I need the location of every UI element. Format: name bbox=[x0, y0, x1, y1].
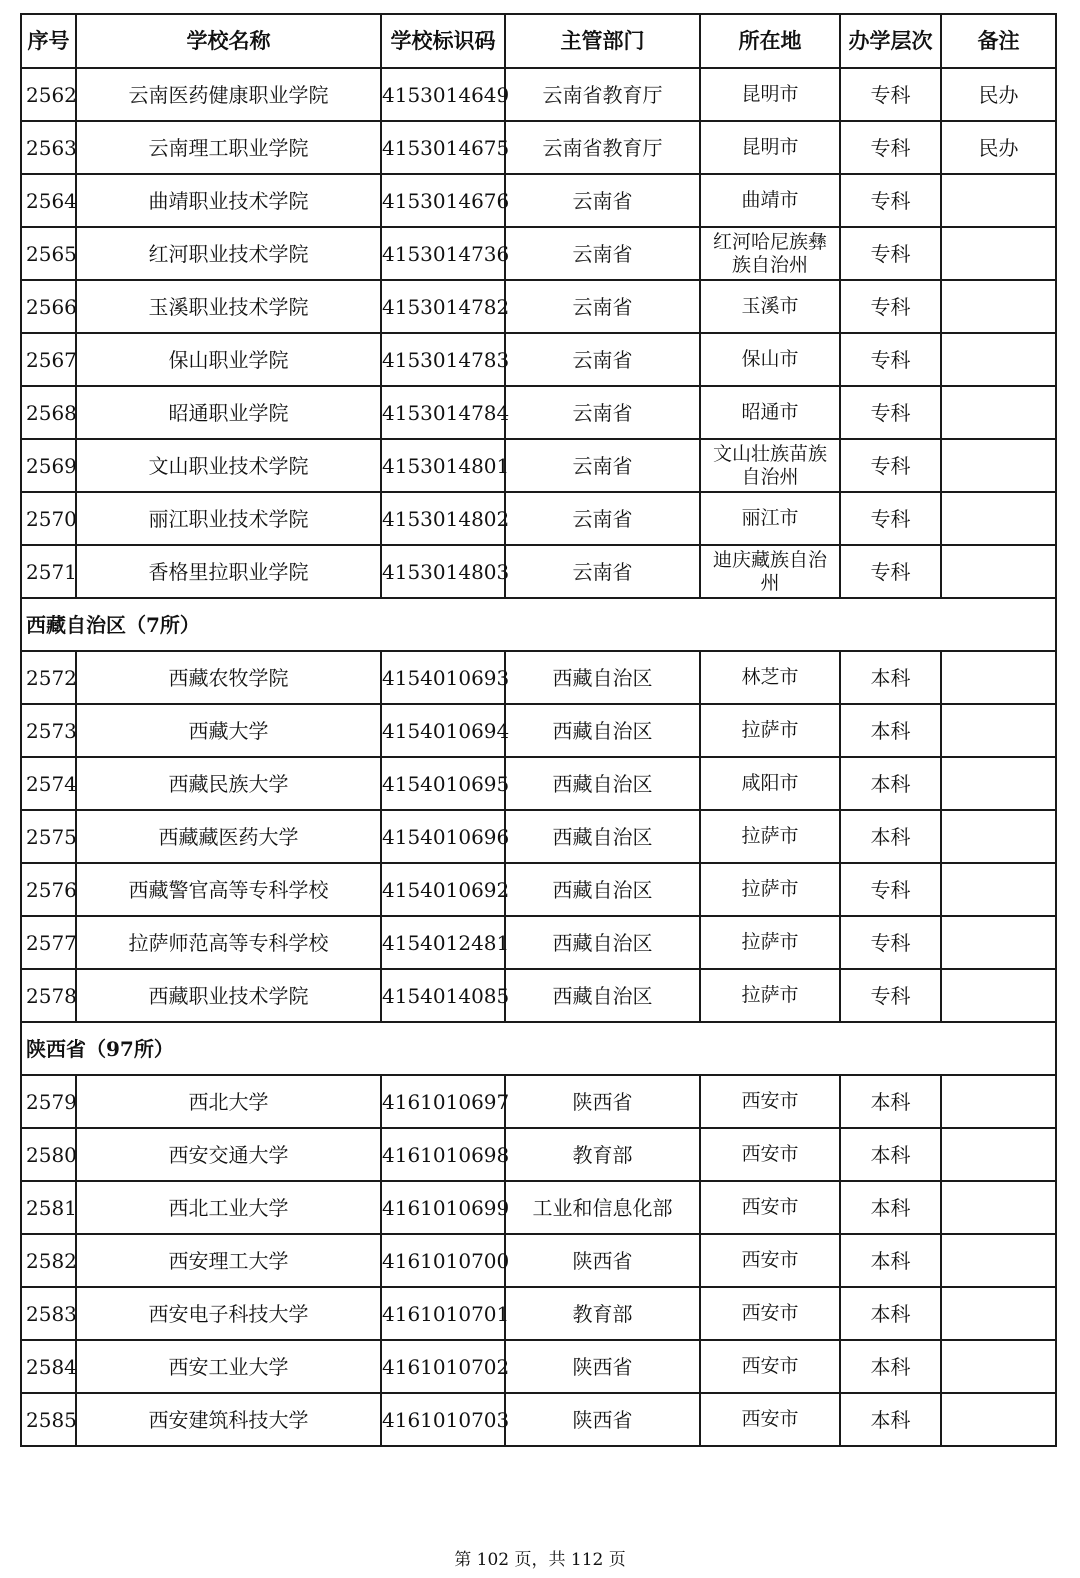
cell-authority: 西藏自治区 bbox=[505, 704, 700, 757]
cell-level: 专科 bbox=[840, 174, 941, 227]
cell-school-code: 4161010698 bbox=[381, 1128, 505, 1181]
cell-school-name: 西安建筑科技大学 bbox=[76, 1393, 381, 1446]
table-row bbox=[21, 916, 1056, 969]
cell-authority: 教育部 bbox=[505, 1287, 700, 1340]
cell-level: 专科 bbox=[840, 863, 941, 916]
cell-authority: 云南省 bbox=[505, 174, 700, 227]
cell-seq: 2579 bbox=[21, 1075, 76, 1128]
cell-school-code: 4153014676 bbox=[381, 174, 505, 227]
header-remarks: 备注 bbox=[941, 14, 1056, 68]
cell-location: 拉萨市 bbox=[700, 863, 840, 916]
table-header-row bbox=[21, 14, 1056, 68]
cell-school-name: 西北大学 bbox=[76, 1075, 381, 1128]
cell-authority: 西藏自治区 bbox=[505, 969, 700, 1022]
table-row bbox=[21, 1340, 1056, 1393]
cell-authority: 教育部 bbox=[505, 1128, 700, 1181]
cell-school-code: 4161010697 bbox=[381, 1075, 505, 1128]
table-row bbox=[21, 1075, 1056, 1128]
cell-seq: 2574 bbox=[21, 757, 76, 810]
table-row bbox=[21, 863, 1056, 916]
cell-level: 专科 bbox=[840, 916, 941, 969]
cell-location: 昭通市 bbox=[700, 386, 840, 439]
cell-school-code: 4154010695 bbox=[381, 757, 505, 810]
cell-level: 本科 bbox=[840, 1340, 941, 1393]
section-label: 陕西省（97所） bbox=[21, 1022, 1056, 1075]
cell-seq: 2573 bbox=[21, 704, 76, 757]
cell-location: 昆明市 bbox=[700, 68, 840, 121]
section-label: 西藏自治区（7所） bbox=[21, 598, 1056, 651]
cell-level: 本科 bbox=[840, 1181, 941, 1234]
cell-location: 迪庆藏族自治 州 bbox=[700, 545, 840, 598]
cell-remarks bbox=[941, 1128, 1056, 1181]
cell-location: 西安市 bbox=[700, 1393, 840, 1446]
cell-location: 西安市 bbox=[700, 1340, 840, 1393]
cell-school-code: 4153014784 bbox=[381, 386, 505, 439]
cell-seq: 2581 bbox=[21, 1181, 76, 1234]
cell-school-code: 4153014649 bbox=[381, 68, 505, 121]
table-row bbox=[21, 1181, 1056, 1234]
cell-school-name: 西安电子科技大学 bbox=[76, 1287, 381, 1340]
cell-remarks bbox=[941, 333, 1056, 386]
table-row bbox=[21, 174, 1056, 227]
cell-location: 西安市 bbox=[700, 1075, 840, 1128]
cell-school-code: 4161010701 bbox=[381, 1287, 505, 1340]
cell-location: 拉萨市 bbox=[700, 704, 840, 757]
cell-authority: 云南省 bbox=[505, 227, 700, 280]
header-seq: 序号 bbox=[21, 14, 76, 68]
cell-remarks bbox=[941, 1234, 1056, 1287]
cell-level: 本科 bbox=[840, 757, 941, 810]
cell-seq: 2567 bbox=[21, 333, 76, 386]
cell-level: 专科 bbox=[840, 280, 941, 333]
cell-school-name: 玉溪职业技术学院 bbox=[76, 280, 381, 333]
table-row bbox=[21, 333, 1056, 386]
cell-remarks bbox=[941, 174, 1056, 227]
cell-seq: 2580 bbox=[21, 1128, 76, 1181]
cell-school-name: 丽江职业技术学院 bbox=[76, 492, 381, 545]
cell-school-name: 西安交通大学 bbox=[76, 1128, 381, 1181]
cell-level: 本科 bbox=[840, 704, 941, 757]
cell-level: 专科 bbox=[840, 227, 941, 280]
cell-school-code: 4153014675 bbox=[381, 121, 505, 174]
cell-school-name: 云南医药健康职业学院 bbox=[76, 68, 381, 121]
cell-school-name: 昭通职业学院 bbox=[76, 386, 381, 439]
cell-school-name: 保山职业学院 bbox=[76, 333, 381, 386]
table-row bbox=[21, 969, 1056, 1022]
cell-level: 专科 bbox=[840, 333, 941, 386]
cell-seq: 2566 bbox=[21, 280, 76, 333]
cell-remarks bbox=[941, 1287, 1056, 1340]
cell-school-code: 4153014801 bbox=[381, 439, 505, 492]
cell-authority: 西藏自治区 bbox=[505, 916, 700, 969]
cell-school-name: 西藏藏医药大学 bbox=[76, 810, 381, 863]
cell-remarks bbox=[941, 916, 1056, 969]
section-row bbox=[21, 1022, 1056, 1075]
cell-location: 保山市 bbox=[700, 333, 840, 386]
cell-authority: 工业和信息化部 bbox=[505, 1181, 700, 1234]
cell-authority: 云南省 bbox=[505, 333, 700, 386]
header-location: 所在地 bbox=[700, 14, 840, 68]
cell-authority: 西藏自治区 bbox=[505, 757, 700, 810]
cell-level: 本科 bbox=[840, 1287, 941, 1340]
table-body bbox=[21, 68, 1056, 1446]
header-level: 办学层次 bbox=[840, 14, 941, 68]
cell-seq: 2583 bbox=[21, 1287, 76, 1340]
table-row bbox=[21, 121, 1056, 174]
cell-authority: 陕西省 bbox=[505, 1075, 700, 1128]
cell-location: 玉溪市 bbox=[700, 280, 840, 333]
cell-location: 西安市 bbox=[700, 1181, 840, 1234]
cell-level: 本科 bbox=[840, 810, 941, 863]
cell-remarks bbox=[941, 863, 1056, 916]
cell-level: 本科 bbox=[840, 1128, 941, 1181]
cell-school-code: 4153014782 bbox=[381, 280, 505, 333]
cell-location: 拉萨市 bbox=[700, 969, 840, 1022]
cell-school-name: 西藏职业技术学院 bbox=[76, 969, 381, 1022]
cell-location: 丽江市 bbox=[700, 492, 840, 545]
cell-seq: 2582 bbox=[21, 1234, 76, 1287]
table-row bbox=[21, 386, 1056, 439]
table-row bbox=[21, 1287, 1056, 1340]
cell-seq: 2569 bbox=[21, 439, 76, 492]
cell-remarks bbox=[941, 492, 1056, 545]
cell-location: 红河哈尼族彝 族自治州 bbox=[700, 227, 840, 280]
cell-school-code: 4153014736 bbox=[381, 227, 505, 280]
cell-seq: 2562 bbox=[21, 68, 76, 121]
cell-school-code: 4161010702 bbox=[381, 1340, 505, 1393]
cell-seq: 2576 bbox=[21, 863, 76, 916]
cell-seq: 2577 bbox=[21, 916, 76, 969]
cell-location: 曲靖市 bbox=[700, 174, 840, 227]
cell-authority: 云南省 bbox=[505, 492, 700, 545]
cell-remarks bbox=[941, 969, 1056, 1022]
cell-location: 西安市 bbox=[700, 1287, 840, 1340]
cell-school-code: 4154012481 bbox=[381, 916, 505, 969]
cell-remarks bbox=[941, 651, 1056, 704]
cell-school-code: 4161010700 bbox=[381, 1234, 505, 1287]
cell-seq: 2563 bbox=[21, 121, 76, 174]
cell-location: 拉萨市 bbox=[700, 810, 840, 863]
school-list-table bbox=[20, 13, 1057, 1447]
cell-remarks: 民办 bbox=[941, 121, 1056, 174]
cell-level: 本科 bbox=[840, 1075, 941, 1128]
cell-location: 昆明市 bbox=[700, 121, 840, 174]
cell-authority: 陕西省 bbox=[505, 1340, 700, 1393]
cell-school-name: 西藏大学 bbox=[76, 704, 381, 757]
header-authority: 主管部门 bbox=[505, 14, 700, 68]
cell-remarks bbox=[941, 1393, 1056, 1446]
cell-authority: 云南省教育厅 bbox=[505, 68, 700, 121]
cell-seq: 2572 bbox=[21, 651, 76, 704]
cell-seq: 2585 bbox=[21, 1393, 76, 1446]
cell-authority: 云南省 bbox=[505, 280, 700, 333]
cell-school-code: 4154010692 bbox=[381, 863, 505, 916]
cell-authority: 云南省 bbox=[505, 386, 700, 439]
table-row bbox=[21, 280, 1056, 333]
section-row bbox=[21, 598, 1056, 651]
cell-school-name: 文山职业技术学院 bbox=[76, 439, 381, 492]
cell-school-name: 西藏民族大学 bbox=[76, 757, 381, 810]
cell-school-name: 曲靖职业技术学院 bbox=[76, 174, 381, 227]
cell-school-code: 4153014802 bbox=[381, 492, 505, 545]
table-row bbox=[21, 757, 1056, 810]
cell-seq: 2564 bbox=[21, 174, 76, 227]
cell-seq: 2584 bbox=[21, 1340, 76, 1393]
cell-level: 本科 bbox=[840, 1393, 941, 1446]
cell-level: 专科 bbox=[840, 439, 941, 492]
table-row bbox=[21, 810, 1056, 863]
cell-remarks bbox=[941, 227, 1056, 280]
cell-seq: 2575 bbox=[21, 810, 76, 863]
cell-authority: 云南省教育厅 bbox=[505, 121, 700, 174]
table-row bbox=[21, 1234, 1056, 1287]
cell-school-name: 拉萨师范高等专科学校 bbox=[76, 916, 381, 969]
cell-remarks bbox=[941, 1340, 1056, 1393]
cell-authority: 云南省 bbox=[505, 439, 700, 492]
cell-authority: 陕西省 bbox=[505, 1393, 700, 1446]
cell-remarks bbox=[941, 810, 1056, 863]
header-school-name: 学校名称 bbox=[76, 14, 381, 68]
cell-authority: 云南省 bbox=[505, 545, 700, 598]
cell-school-code: 4154010694 bbox=[381, 704, 505, 757]
cell-school-code: 4154010693 bbox=[381, 651, 505, 704]
cell-school-name: 西安理工大学 bbox=[76, 1234, 381, 1287]
table-row bbox=[21, 492, 1056, 545]
cell-level: 专科 bbox=[840, 68, 941, 121]
cell-authority: 西藏自治区 bbox=[505, 810, 700, 863]
cell-school-code: 4154014085 bbox=[381, 969, 505, 1022]
cell-remarks: 民办 bbox=[941, 68, 1056, 121]
cell-school-code: 4153014783 bbox=[381, 333, 505, 386]
cell-school-code: 4161010703 bbox=[381, 1393, 505, 1446]
cell-seq: 2565 bbox=[21, 227, 76, 280]
cell-level: 专科 bbox=[840, 545, 941, 598]
cell-seq: 2578 bbox=[21, 969, 76, 1022]
cell-location: 咸阳市 bbox=[700, 757, 840, 810]
page-footer: 第 102 页，共 112 页 bbox=[454, 1550, 626, 1570]
cell-location: 林芝市 bbox=[700, 651, 840, 704]
cell-school-name: 西藏警官高等专科学校 bbox=[76, 863, 381, 916]
cell-location: 拉萨市 bbox=[700, 916, 840, 969]
cell-authority: 西藏自治区 bbox=[505, 863, 700, 916]
table-row bbox=[21, 1128, 1056, 1181]
cell-level: 专科 bbox=[840, 386, 941, 439]
table-row bbox=[21, 704, 1056, 757]
cell-level: 专科 bbox=[840, 969, 941, 1022]
cell-remarks bbox=[941, 1181, 1056, 1234]
cell-remarks bbox=[941, 280, 1056, 333]
cell-seq: 2570 bbox=[21, 492, 76, 545]
cell-remarks bbox=[941, 757, 1056, 810]
header-school-code: 学校标识码 bbox=[381, 14, 505, 68]
cell-school-code: 4161010699 bbox=[381, 1181, 505, 1234]
cell-authority: 西藏自治区 bbox=[505, 651, 700, 704]
cell-location: 文山壮族苗族 自治州 bbox=[700, 439, 840, 492]
cell-school-name: 红河职业技术学院 bbox=[76, 227, 381, 280]
table-row bbox=[21, 545, 1056, 598]
cell-remarks bbox=[941, 386, 1056, 439]
cell-remarks bbox=[941, 439, 1056, 492]
cell-level: 本科 bbox=[840, 1234, 941, 1287]
cell-authority: 陕西省 bbox=[505, 1234, 700, 1287]
table-row bbox=[21, 439, 1056, 492]
cell-remarks bbox=[941, 704, 1056, 757]
cell-seq: 2571 bbox=[21, 545, 76, 598]
table-row bbox=[21, 651, 1056, 704]
table-row bbox=[21, 1393, 1056, 1446]
cell-remarks bbox=[941, 545, 1056, 598]
cell-seq: 2568 bbox=[21, 386, 76, 439]
cell-school-name: 西藏农牧学院 bbox=[76, 651, 381, 704]
cell-school-code: 4154010696 bbox=[381, 810, 505, 863]
cell-school-name: 西安工业大学 bbox=[76, 1340, 381, 1393]
cell-location: 西安市 bbox=[700, 1234, 840, 1287]
cell-location: 西安市 bbox=[700, 1128, 840, 1181]
table-row bbox=[21, 227, 1056, 280]
cell-remarks bbox=[941, 1075, 1056, 1128]
cell-school-name: 香格里拉职业学院 bbox=[76, 545, 381, 598]
cell-level: 专科 bbox=[840, 121, 941, 174]
cell-level: 专科 bbox=[840, 492, 941, 545]
cell-school-name: 云南理工职业学院 bbox=[76, 121, 381, 174]
cell-level: 本科 bbox=[840, 651, 941, 704]
cell-school-code: 4153014803 bbox=[381, 545, 505, 598]
table-row bbox=[21, 68, 1056, 121]
cell-school-name: 西北工业大学 bbox=[76, 1181, 381, 1234]
